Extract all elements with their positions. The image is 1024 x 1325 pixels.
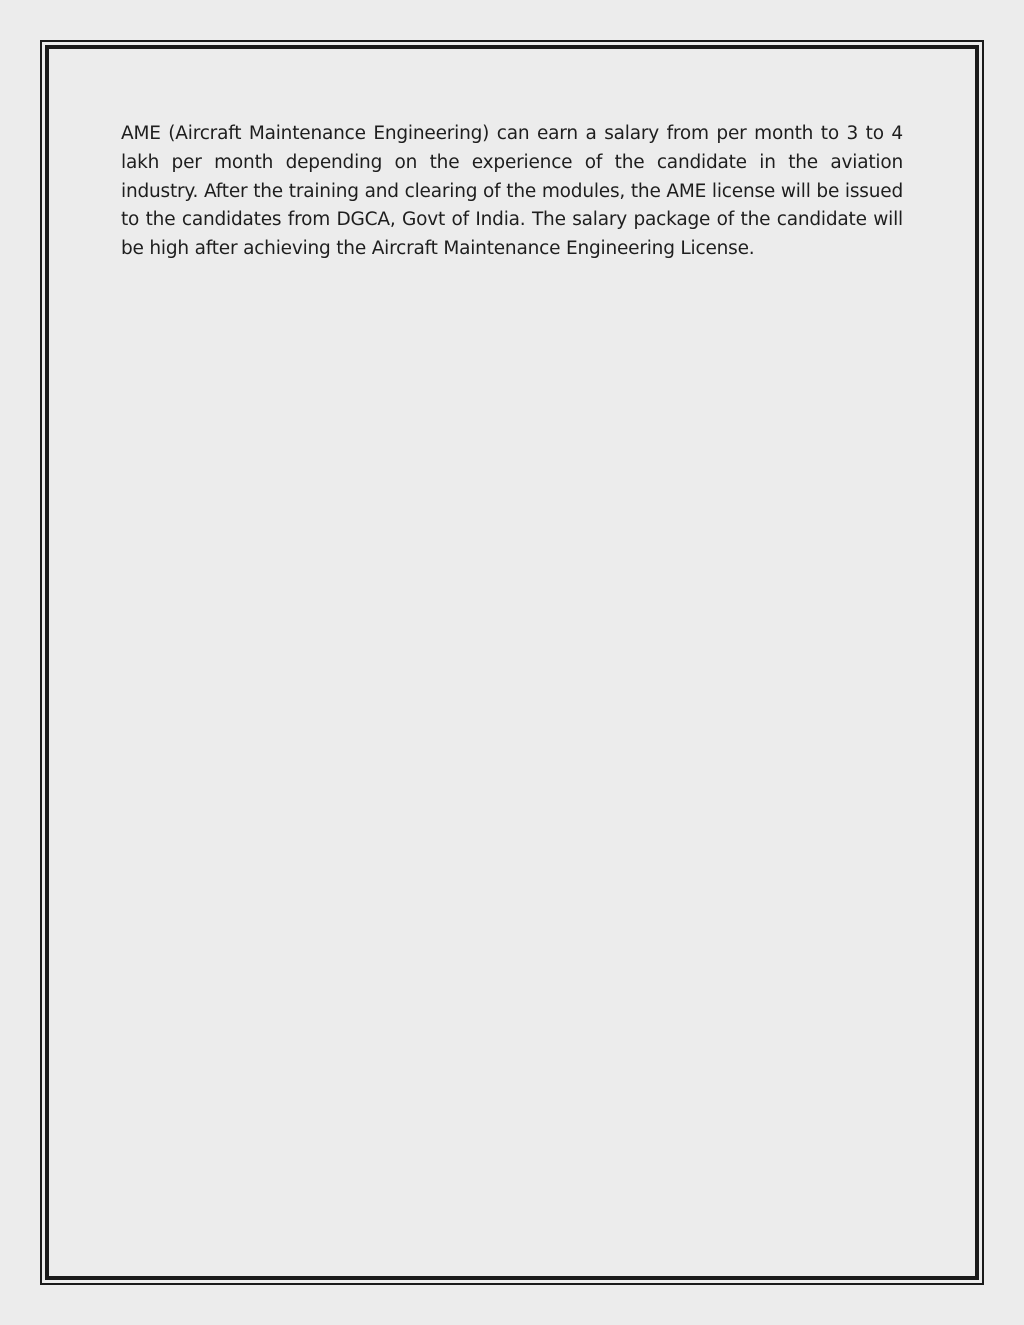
body-paragraph: AME (Aircraft Maintenance Engineering) can earn a salary from per month to 3 to 4 lakh per month depending on the experience of the candidate in the aviation industry. After the training and clearing of the modules, the AME license will be issued to the candidates from DGCA, Govt of India. The salary package of the candidate will be high after achieving the Aircraft Maintenance Engineering License. [121, 123, 903, 260]
